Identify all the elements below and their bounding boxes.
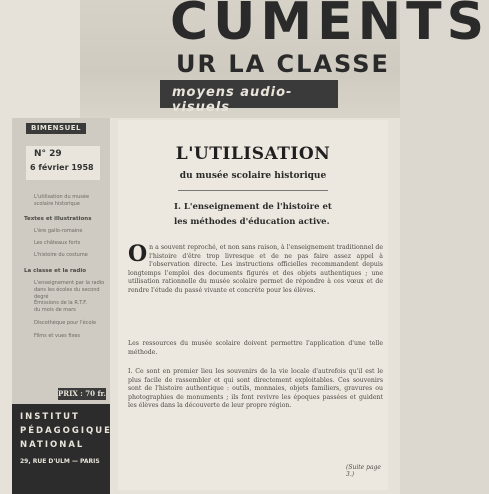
paragraph	[128, 241, 383, 296]
publisher-address: 29, RUE D'ULM — PARIS	[20, 458, 100, 465]
continued-note: (Suite page 3.)	[346, 464, 381, 478]
publisher-line: NATIONAL	[20, 440, 85, 450]
publisher-block	[12, 404, 110, 494]
drop-cap: O	[128, 241, 148, 267]
divider	[178, 190, 328, 191]
masthead	[80, 0, 489, 118]
article	[118, 120, 388, 490]
summary-line: scolaire historique	[34, 201, 80, 207]
paragraph: Les ressources du musée scolaire doivent permettre l'application d'une telle méthode.	[128, 340, 383, 356]
masthead-subtitle: UR LA CLASSE	[176, 50, 390, 78]
publisher-line: PÉDAGOGIQUE	[20, 426, 112, 436]
issue-date: 6 février 1958	[30, 163, 94, 172]
section-title	[174, 200, 354, 230]
publisher-line: INSTITUT	[20, 412, 80, 422]
summary-line: L'enseignement par la radio	[34, 280, 105, 286]
section-heading: Textes et illustrations	[24, 216, 92, 222]
masthead-title: CUMENTS	[170, 0, 489, 52]
summary-line: Films et vues fixes	[34, 333, 81, 339]
issue-box	[26, 146, 100, 180]
sidebar	[12, 118, 110, 494]
masthead-band	[160, 80, 338, 115]
summary-line: L'ère gallo-romaine	[34, 228, 83, 234]
summary-line: L'utilisation du musée	[34, 194, 90, 200]
price-badge: PRIX : 70 fr.	[58, 389, 106, 398]
paragraph: I. Ce sont en premier lieu les souvenirs de la vie locale d'autrefois qu'il est le plus facile de rassembler et qui sont directement exploitables. Ces souvenirs sont de l'histoire authentique : outils, monnaies, objets familiers, gravures ou photographies de monuments ; ils font revivre les époques passées et guident les élèves dans la découverte de leur propre région.	[128, 368, 383, 410]
summary-line: Les châteaux forts	[34, 240, 81, 246]
summary-line: Discothèque pour l'école	[34, 320, 97, 326]
masthead-band-label: moyens audio-visuels	[172, 85, 293, 115]
issue-number: N° 29	[34, 149, 62, 159]
article-title: L'UTILISATION	[175, 144, 331, 164]
section-title-line: les méthodes d'éducation active.	[174, 217, 330, 227]
section-heading: La classe et la radio	[24, 268, 86, 274]
summary-line: Émissions de la R.T.F.	[34, 300, 87, 306]
section-title-line: I. L'enseignement de l'histoire et	[174, 202, 332, 212]
summary-line: L'histoire du costume	[34, 252, 88, 258]
summary-line: du mois de mars	[34, 307, 76, 313]
paragraph-text: n a souvent reproché, et non sans raison, à l'enseignement traditionnel de l'histoire d'être trop livresque et de ne pas faire assez appel à l'observation directe. Les instructions officielles recommandent depuis longtemps l'emploi des documents figurés et des objets authentiques ; une utilisation rationnelle du musée scolaire permet de répondre à ces vœux et de rendre l'étude du passé vivante et concrète pour les élèves.	[128, 244, 383, 294]
summary-line: dans les écoles du second degré	[34, 287, 100, 300]
article-subtitle: du musée scolaire historique	[179, 171, 327, 181]
frequency-badge: BIMENSUEL	[26, 123, 86, 134]
